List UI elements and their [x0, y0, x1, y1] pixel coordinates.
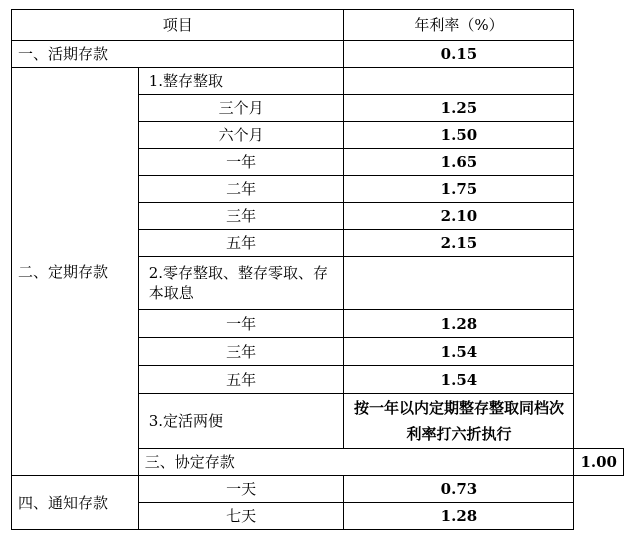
rate-table-container	[11, 9, 624, 530]
term-rate: 1.28	[344, 310, 574, 338]
deposit-rate-table	[11, 9, 624, 530]
demand-deposit-rate: 0.15	[344, 41, 574, 68]
term-label: 五年	[138, 230, 344, 257]
term-rate: 1.54	[344, 366, 574, 394]
lump-sum-title: 1.整存整取	[138, 68, 344, 95]
term-rate: 2.10	[344, 203, 574, 230]
term-label: 六个月	[138, 122, 344, 149]
term-label: 三年	[138, 338, 344, 366]
negotiated-deposit-rate: 1.00	[574, 449, 624, 476]
flexible-title: 3.定活两便	[138, 394, 344, 449]
term-label: 五年	[138, 366, 344, 394]
table-row	[12, 68, 624, 95]
term-rate: 1.75	[344, 176, 574, 203]
demand-deposit-label: 一、活期存款	[12, 41, 344, 68]
header-item: 项目	[12, 10, 344, 41]
time-deposit-label: 二、定期存款	[12, 68, 139, 476]
term-label: 一年	[138, 149, 344, 176]
term-label: 一天	[138, 476, 344, 503]
negotiated-deposit-label: 三、协定存款	[138, 449, 574, 476]
empty-cell	[344, 257, 574, 310]
table-row	[12, 476, 624, 503]
term-label: 一年	[138, 310, 344, 338]
term-rate: 1.28	[344, 503, 574, 530]
table-header-row	[12, 10, 624, 41]
term-rate: 1.54	[344, 338, 574, 366]
term-rate: 0.73	[344, 476, 574, 503]
header-rate: 年利率（%）	[344, 10, 574, 41]
table-row	[12, 41, 624, 68]
term-rate: 1.50	[344, 122, 574, 149]
term-label: 三年	[138, 203, 344, 230]
term-label: 七天	[138, 503, 344, 530]
term-rate: 1.25	[344, 95, 574, 122]
term-rate: 1.65	[344, 149, 574, 176]
term-label: 二年	[138, 176, 344, 203]
notice-deposit-label: 四、通知存款	[12, 476, 139, 530]
installment-title: 2.零存整取、整存零取、存本取息	[138, 257, 344, 310]
term-label: 三个月	[138, 95, 344, 122]
empty-cell	[344, 68, 574, 95]
flexible-note: 按一年以内定期整存整取同档次利率打六折执行	[344, 394, 574, 449]
term-rate: 2.15	[344, 230, 574, 257]
